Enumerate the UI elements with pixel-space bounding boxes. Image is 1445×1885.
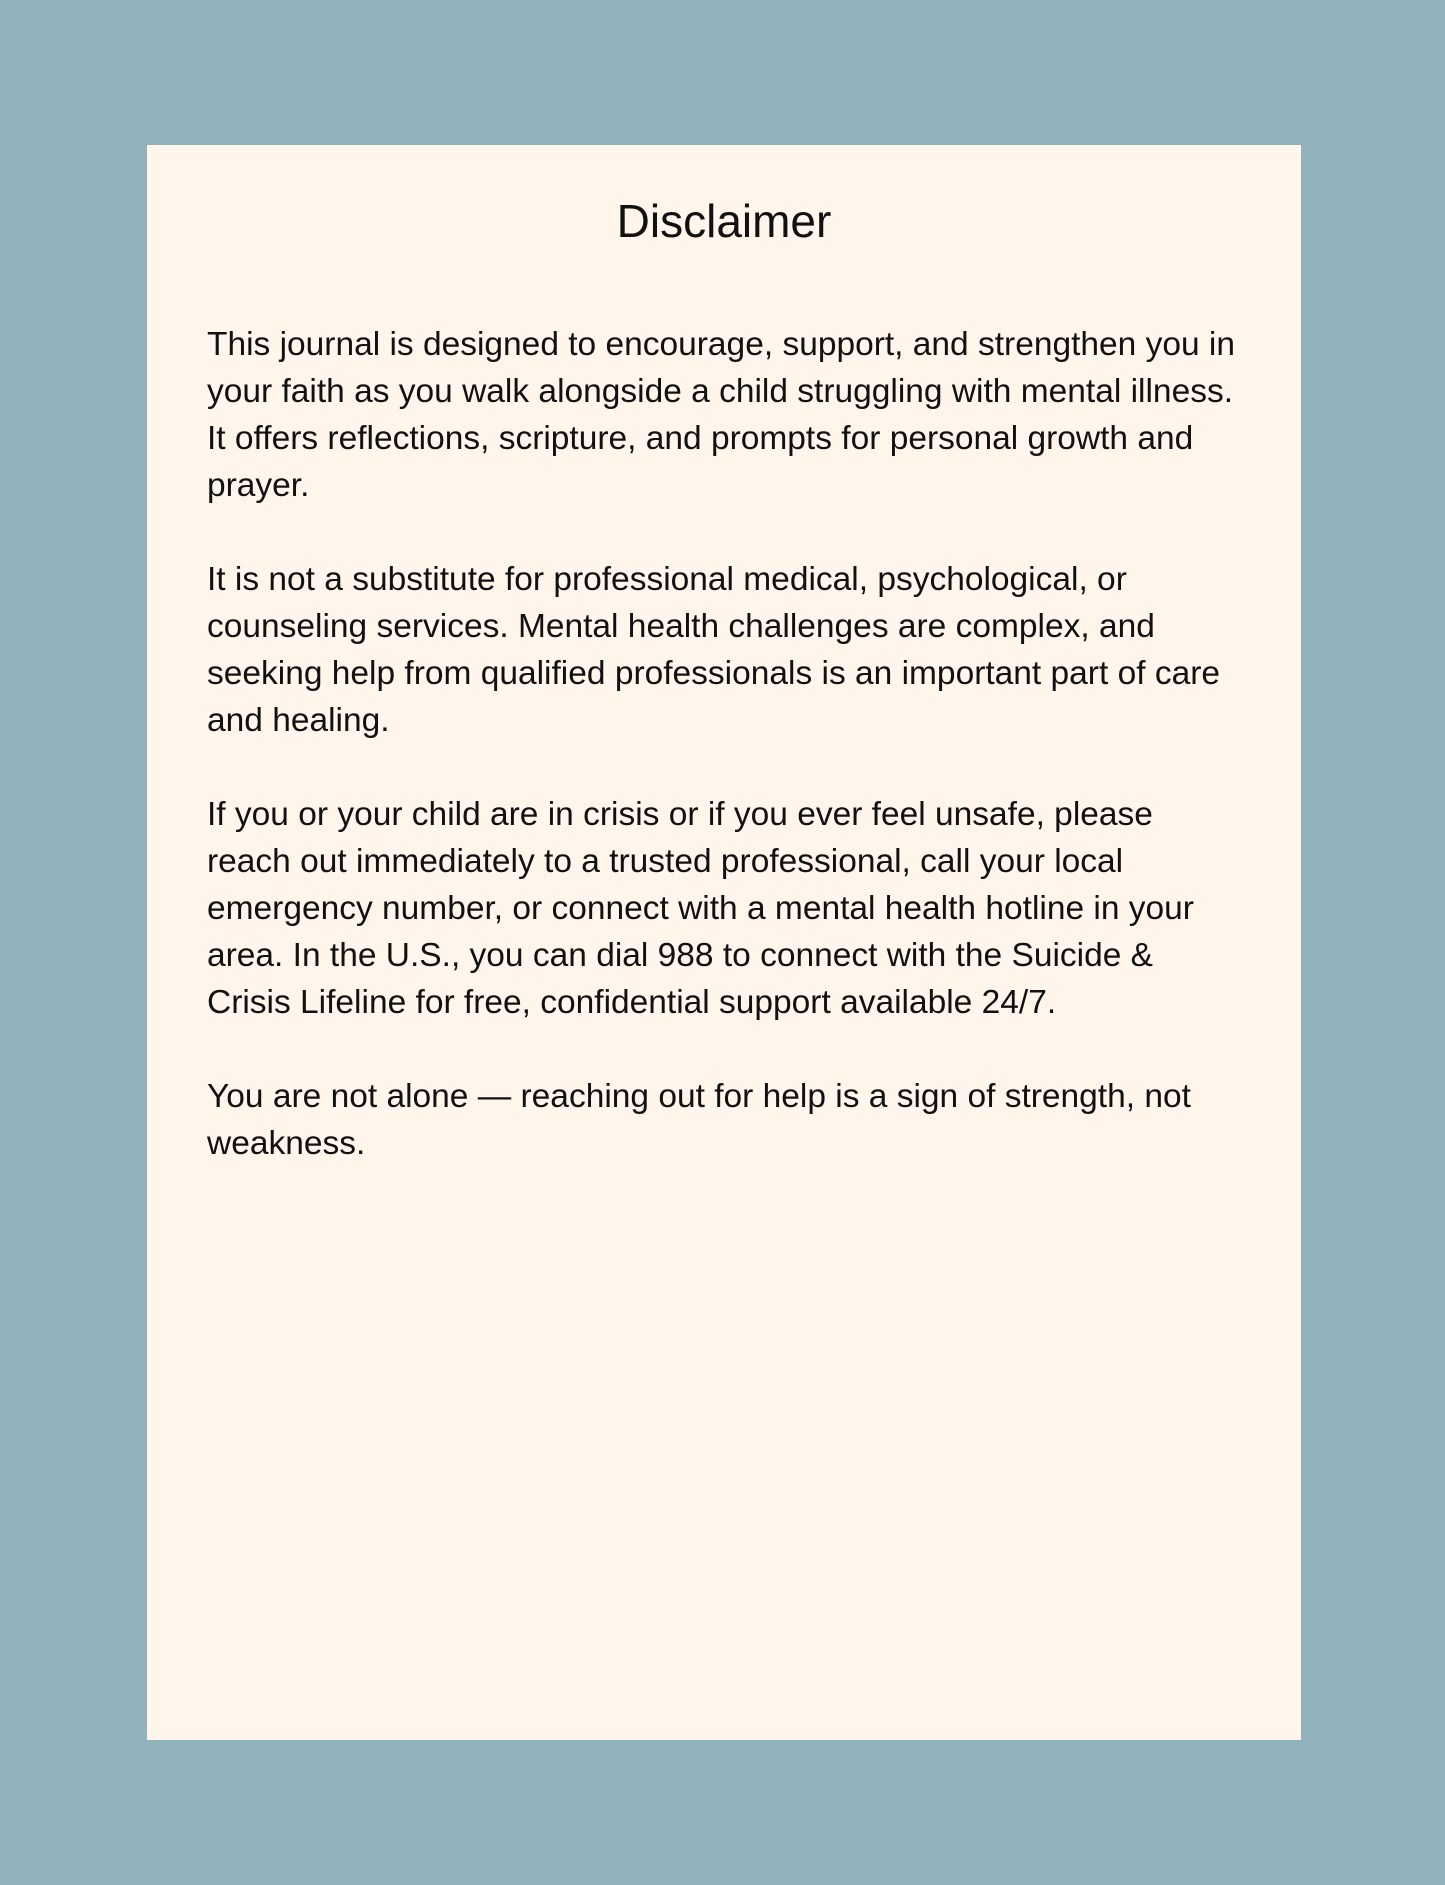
page-title: Disclaimer [616,195,832,247]
paragraph-purpose: This journal is designed to encourage, support, and strengthen you in your faith as you walk alongside a child struggling with mental illness. It offers reflections, scripture, and prompts for personal growth and prayer. [207,326,1235,505]
disclaimer-page [147,145,1301,1740]
paragraph-crisis-help: If you or your child are in crisis or if you ever feel unsafe, please reach out immediately to a trusted professional, call your local emergency number, or connect with a mental health hotline in your area. In the U.S., you can dial 988 to connect with the Suicide & Crisis Lifeline for free, confidential support available 24/7. [207,796,1194,1022]
disclaimer-body [207,321,1241,1167]
paragraph-not-alone: You are not alone — reaching out for help is a sign of strength, not weakness. [207,1078,1191,1163]
paragraph-not-substitute: It is not a substitute for professional medical, psychological, or counseling services. Mental health challenges are complex, and seeking help from qualified professionals is an important part of care and healing. [207,561,1220,740]
